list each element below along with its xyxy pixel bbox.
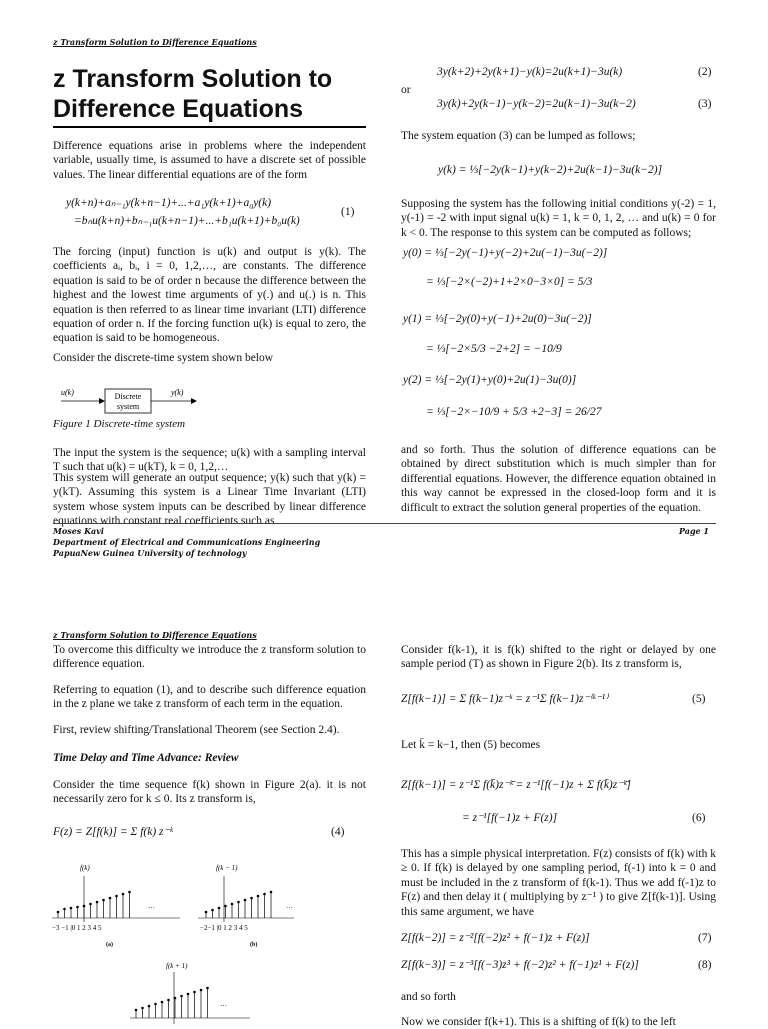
fig-a-ellipsis: … xyxy=(148,902,155,910)
block-label-line-1: Discrete xyxy=(114,392,142,401)
equation-4: F(z) = Z[f(k)] = Σ f(k) z⁻ᵏ xyxy=(53,826,173,838)
title-line-1: z Transform Solution to xyxy=(53,65,333,93)
stem-point xyxy=(161,1001,164,1004)
equation-1-number: (1) xyxy=(341,206,355,218)
stem-point xyxy=(180,995,183,998)
stem-point xyxy=(115,895,118,898)
y1-equation-line-2: = ⅓[−2×5/3 −2+2] = −10/9 xyxy=(426,343,562,355)
let-paragraph: Let k̄ = k−1, then (5) becomes xyxy=(401,739,541,751)
fig-b-ellipsis: … xyxy=(286,902,293,910)
equation-1-line-2: =bₙu(k+n)+bₙ₋₁u(k+n−1)+...+b₁u(k+1)+b₀u(k) xyxy=(74,215,300,227)
title-line-2: Difference Equations xyxy=(53,95,304,123)
stem-point xyxy=(174,997,177,1000)
fig-a-tick-labels: −3 −1 |0 1 2 3 4 5 xyxy=(52,924,102,932)
fig-b-ylabel: f(k − 1) xyxy=(216,864,238,872)
running-header: z Transform Solution to Difference Equations xyxy=(53,37,257,47)
stem-point xyxy=(250,897,253,900)
so-forth-paragraph: and so forth. Thus the solution of difference equations can be obtained by direct substitution which is much simpler than for differential equations. However, the difference equation obtained in this way cannot be expressed in the closed-loop form and it is difficult to extract the solution general properties of the equation. xyxy=(401,444,716,514)
footer-university: PapuaNew Guinea University of technology xyxy=(53,547,247,558)
fig-b-stems xyxy=(205,891,273,918)
input-paragraph: The input the system is the sequence; u(k) with a sampling interval T such that u(k) = u(kT), k = 0, 1,2,… xyxy=(53,447,366,474)
fig-b-tick-labels: −2−1 |0 1 2 3 4 5 xyxy=(200,924,248,932)
stem-point xyxy=(102,899,105,902)
stem-point xyxy=(205,911,208,914)
stem-point xyxy=(96,901,99,904)
page-number: Page 1 xyxy=(678,526,709,536)
stem-point xyxy=(135,1009,138,1012)
equation-6-line-2: = z⁻¹[f(−1)z + F(z)] xyxy=(462,812,558,824)
footer-rule xyxy=(53,523,716,524)
fig-c-ylabel: f(k + 1) xyxy=(166,962,188,970)
equation-7: Z[f(k−2)] = z⁻²[f(−2)z² + f(−1)z + F(z)] xyxy=(401,932,590,944)
overcome-paragraph: To overcome this difficulty we introduce the z transform solution to difference equation. xyxy=(53,644,366,671)
block-input-label: u(k) xyxy=(61,388,74,397)
physical-interpretation-paragraph: This has a simple physical interpretation. F(z) consists of f(k) with k ≥ 0. If f(k) is delayed by one sampling period, f(-1) into k = 0 and must be included in the z transform of f(k-1). Thus we add f(-1)z to F(z) and then delay it ( multiplying by z⁻¹ ) to give Z[f(k-1)]. Using this same argument, we have xyxy=(401,848,716,918)
stem-point xyxy=(257,895,260,898)
stem-point xyxy=(148,1005,151,1008)
running-header-2: z Transform Solution to Difference Equations xyxy=(53,630,257,640)
output-paragraph: This system will generate an output sequence; y(k) such that y(k) = y(kT). Assuming this system is a Linear Time Invariant (LTI) system whose system inputs can be described by linear difference equations with constant real coefficients such as xyxy=(53,472,366,528)
equation-7-number: (7) xyxy=(698,932,712,944)
input-arrowhead xyxy=(99,398,105,404)
stem-point xyxy=(206,987,209,990)
first-review-paragraph: First, review shifting/Translational Theorem (see Section 2.4). xyxy=(53,724,340,736)
page-title xyxy=(53,64,373,124)
title-rule xyxy=(53,126,366,128)
stem-point xyxy=(83,905,86,908)
stem-point xyxy=(187,993,190,996)
stem-point xyxy=(128,891,131,894)
lumped-equation: y(k) = ⅓[−2y(k−1)+y(k−2)+2u(k−1)−3u(k−2)] xyxy=(438,164,663,176)
equation-3: 3y(k)+2y(k−1)−y(k−2)=2u(k−1)−3u(k−2) xyxy=(437,98,636,110)
fig-a-stems xyxy=(57,891,131,918)
and-so-forth-text: and so forth xyxy=(401,991,456,1003)
equation-2-number: (2) xyxy=(698,66,712,78)
stem-point xyxy=(231,903,234,906)
stem-point xyxy=(63,908,66,911)
footer-block xyxy=(53,526,320,558)
initial-conditions-paragraph: Supposing the system has the following initial conditions y(-2) = 1, y(-1) = -2 with input signal u(k) = 1, k = 0, 1, 2, … and u(k) = 0 for k < 0. The response to this system can be computed as follows; xyxy=(401,198,716,239)
forcing-paragraph: The forcing (input) function is u(k) and output is y(k). The coefficients aᵢ, bᵢ, i = 0, 1,2,…, are constants. The difference equation is said to be of order n because the difference between the highest and the lowest time arguments of y(.) and u(.) is n. This equation is then referred to as linear time invariant (LTI) difference equation of order n. If the forcing function u(k) is equal to zero, the equation is said to be homogeneous. xyxy=(53,246,366,345)
stem-point xyxy=(218,907,221,910)
equation-5: Z[f(k−1)] = Σ f(k−1)z⁻ᵏ = z⁻¹Σ f(k−1)z⁻⁽ᵏ⁻¹⁾ xyxy=(401,693,608,705)
block-output-label: y(k) xyxy=(171,388,184,397)
intro-paragraph: Difference equations arise in problems where the independent variable, usually time, is assumed to have a discrete set of possible values. The linear differential equations are of the form xyxy=(53,140,366,181)
now-consider-paragraph: Now we consider f(k+1). This is a shifting of f(k) to the left xyxy=(401,1016,676,1028)
footer-author: Moses Kavi xyxy=(53,526,104,536)
figure-1-caption: Figure 1 Discrete-time system xyxy=(53,418,186,430)
equation-4-number: (4) xyxy=(331,826,345,838)
output-arrowhead xyxy=(191,398,197,404)
equation-8-number: (8) xyxy=(698,959,712,971)
stem-point xyxy=(211,909,214,912)
stem-point xyxy=(57,911,60,914)
stem-point xyxy=(200,989,203,992)
stem-point xyxy=(109,897,112,900)
stem-point xyxy=(244,899,247,902)
y2-equation-line-1: y(2) = ⅓[−2y(1)+y(0)+2u(1)−3u(0)] xyxy=(403,374,577,386)
stem-point xyxy=(193,991,196,994)
stem-point xyxy=(270,891,273,894)
stem-point xyxy=(224,905,227,908)
y2-equation-line-2: = ⅓[−2×−10/9 + 5/3 +2−3] = 26/27 xyxy=(426,406,602,418)
figure-2-stem-plots xyxy=(50,858,300,1024)
stem-point xyxy=(89,903,92,906)
stem-point xyxy=(167,999,170,1002)
equation-1-line-1: y(k+n)+aₙ₋₁y(k+n−1)+...+a₁y(k+1)+a₀y(k) xyxy=(66,197,272,209)
stem-point xyxy=(76,906,79,909)
lumped-paragraph: The system equation (3) can be lumped as follows; xyxy=(401,130,636,142)
fig-c-ellipsis: … xyxy=(220,1000,227,1008)
fig-b-caption: (b) xyxy=(250,942,258,948)
equation-2: 3y(k+2)+2y(k+1)−y(k)=2u(k+1)−3u(k) xyxy=(437,66,623,78)
referring-paragraph: Referring to equation (1), and to describe such difference equation in the z plane we take z transform of each term in the equation. xyxy=(53,684,366,711)
equation-6-line-1: Z[f(k−1)] = z⁻¹Σ f(k̄)z⁻ᵏ̄ = z⁻¹[f(−1)z + Σ f(k̄)z⁻ᵏ̄] xyxy=(401,779,632,791)
fig-c-stems xyxy=(135,987,209,1018)
shifted-paragraph: Consider f(k-1), it is f(k) shifted to the right or delayed by one sample period (T) as shown in Figure 2(b). Its z transform is, xyxy=(401,644,716,671)
y0-equation-line-1: y(0) = ⅓[−2y(−1)+y(−2)+2u(−1)−3u(−2)] xyxy=(403,247,608,259)
fig-a-ylabel: f(k) xyxy=(80,864,90,872)
fig-a-caption: (a) xyxy=(106,942,113,948)
block-label-line-2: system xyxy=(116,402,140,411)
equation-5-number: (5) xyxy=(692,693,706,705)
y0-equation-line-2: = ⅓[−2×(−2)+1+2×0−3×0] = 5/3 xyxy=(426,276,593,288)
stem-point xyxy=(141,1007,144,1010)
equation-6-number: (6) xyxy=(692,812,706,824)
equation-3-number: (3) xyxy=(698,98,712,110)
footer-department: Department of Electrical and Communications Engineering xyxy=(53,536,321,547)
stem-point xyxy=(237,901,240,904)
sequence-paragraph: Consider the time sequence f(k) shown in Figure 2(a). it is not necessarily zero for k ≤ 0. Its z transform is, xyxy=(53,779,366,806)
stem-point xyxy=(122,893,125,896)
or-text: or xyxy=(401,84,411,96)
block-diagram xyxy=(53,384,253,420)
equation-8: Z[f(k−3)] = z⁻³[f(−3)z³ + f(−2)z² + f(−1)z¹ + F(z)] xyxy=(401,959,639,971)
consider-paragraph: Consider the discrete-time system shown below xyxy=(53,352,274,364)
stem-point xyxy=(70,907,73,910)
section-heading: Time Delay and Time Advance: Review xyxy=(53,752,239,764)
stem-point xyxy=(263,893,266,896)
y1-equation-line-1: y(1) = ⅓[−2y(0)+y(−1)+2u(0)−3u(−2)] xyxy=(403,313,592,325)
stem-point xyxy=(154,1003,157,1006)
